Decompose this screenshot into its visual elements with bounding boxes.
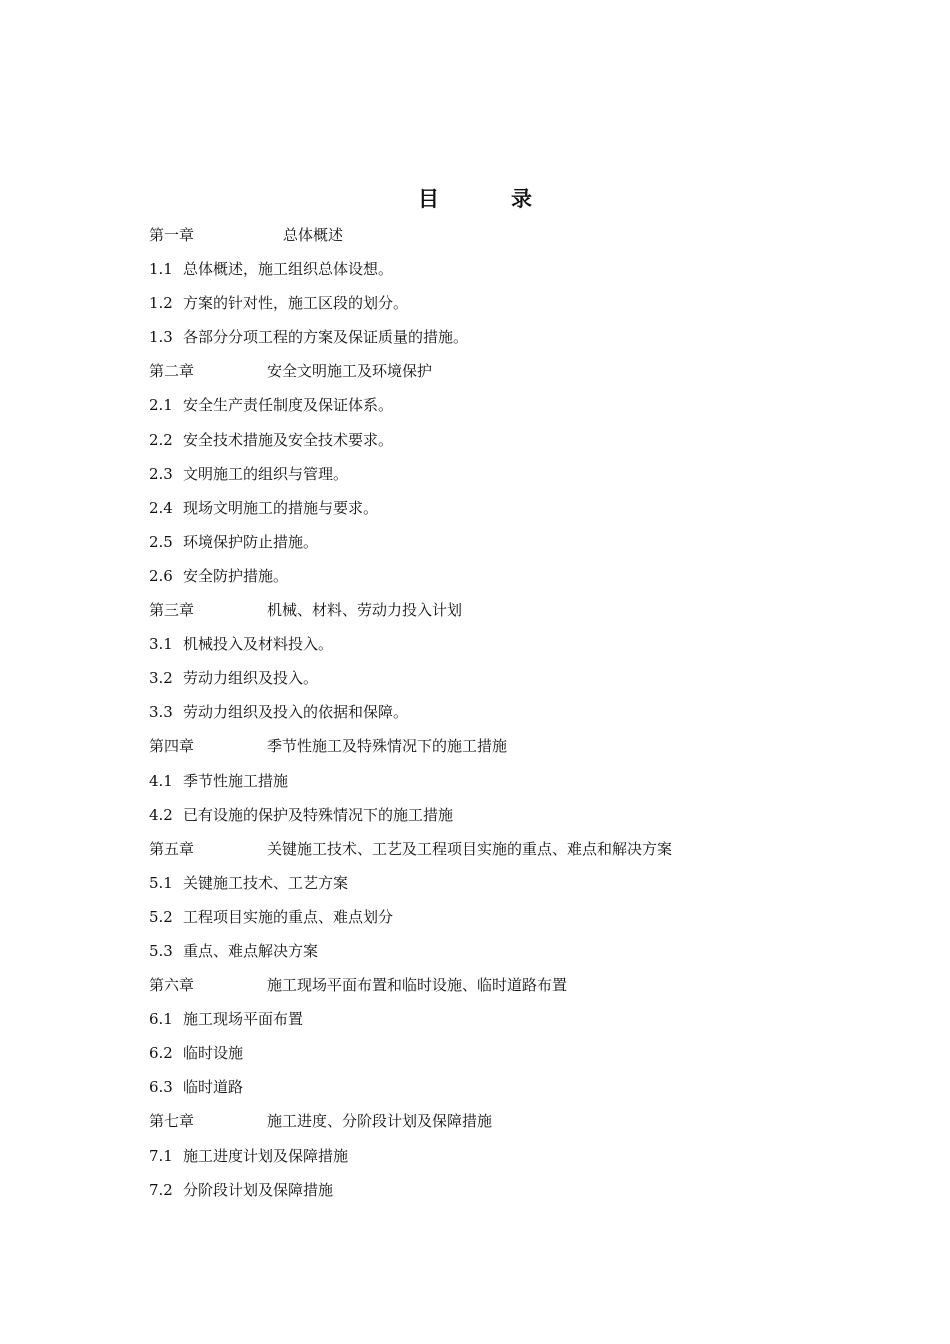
toc-chapter-label: 第六章 — [149, 976, 195, 995]
table-of-contents — [149, 222, 849, 1211]
toc-item-text: 工程项目实施的重点、难点划分 — [183, 907, 394, 926]
toc-item-text: 机械投入及材料投入。 — [183, 635, 334, 654]
toc-chapter-title: 关键施工技术、工艺及工程项目实施的重点、难点和解决方案 — [267, 839, 673, 858]
toc-item-text: 关键施工技术、工艺方案 — [183, 873, 349, 892]
toc-chapter — [149, 358, 849, 392]
toc-item-number: 7.2 — [149, 1180, 173, 1199]
toc-item-text: 安全防护措施。 — [183, 566, 289, 585]
toc-chapter-label: 第二章 — [149, 362, 195, 381]
toc-chapter-title: 施工进度、分阶段计划及保障措施 — [267, 1112, 493, 1131]
toc-item — [149, 427, 849, 461]
toc-item-text: 重点、难点解决方案 — [183, 941, 319, 960]
toc-title — [0, 184, 950, 214]
toc-item-number: 3.1 — [149, 635, 173, 654]
toc-item — [149, 495, 849, 529]
toc-item-text: 方案的针对性，施工区段的划分。 — [183, 294, 409, 313]
toc-chapter-label: 第三章 — [149, 601, 195, 620]
toc-chapter-label: 第七章 — [149, 1112, 195, 1131]
toc-item-number: 4.2 — [149, 805, 173, 824]
toc-chapter-label: 第五章 — [149, 839, 195, 858]
toc-item-text: 环境保护防止措施。 — [183, 532, 319, 551]
toc-item-number: 3.3 — [149, 703, 173, 722]
toc-item-number: 5.2 — [149, 907, 173, 926]
toc-item — [149, 563, 849, 597]
toc-item — [149, 1006, 849, 1040]
toc-item-text: 分阶段计划及保障措施 — [183, 1180, 334, 1199]
toc-item-number: 1.3 — [149, 328, 173, 347]
toc-item-text: 临时道路 — [183, 1078, 244, 1097]
toc-item-text: 已有设施的保护及特殊情况下的施工措施 — [183, 805, 454, 824]
toc-item — [149, 938, 849, 972]
toc-chapter — [149, 597, 849, 631]
toc-item-text: 总体概述，施工组织总体设想。 — [183, 260, 394, 279]
toc-item-number: 2.5 — [149, 532, 173, 551]
toc-item — [149, 256, 849, 290]
toc-chapter-label: 第四章 — [149, 737, 195, 756]
toc-chapter — [149, 733, 849, 767]
toc-item-text: 施工现场平面布置 — [183, 1010, 304, 1029]
toc-item-number: 6.1 — [149, 1010, 173, 1029]
toc-item-text: 临时设施 — [183, 1044, 244, 1063]
toc-item — [149, 392, 849, 426]
toc-item — [149, 1143, 849, 1177]
toc-item-text: 劳动力组织及投入的依据和保障。 — [183, 703, 409, 722]
toc-item-text: 文明施工的组织与管理。 — [183, 464, 349, 483]
toc-item-number: 3.2 — [149, 669, 173, 688]
toc-item — [149, 768, 849, 802]
toc-item-text: 各部分分项工程的方案及保证质量的措施。 — [183, 328, 469, 347]
toc-item-text: 施工进度计划及保障措施 — [183, 1146, 349, 1165]
toc-item-text: 劳动力组织及投入。 — [183, 669, 319, 688]
toc-item — [149, 461, 849, 495]
toc-item-number: 2.4 — [149, 498, 173, 517]
toc-chapter-title: 安全文明施工及环境保护 — [267, 362, 433, 381]
toc-title-char-1: 目 — [418, 186, 439, 211]
toc-title-char-2: 录 — [511, 186, 532, 211]
toc-item — [149, 1040, 849, 1074]
toc-item-number: 1.1 — [149, 260, 173, 279]
toc-chapter-title: 机械、材料、劳动力投入计划 — [267, 601, 463, 620]
toc-item — [149, 1074, 849, 1108]
toc-item-text: 季节性施工措施 — [183, 771, 289, 790]
toc-item-text: 安全生产责任制度及保证体系。 — [183, 396, 394, 415]
toc-item-number: 5.3 — [149, 941, 173, 960]
toc-item-number: 2.6 — [149, 566, 173, 585]
toc-item — [149, 904, 849, 938]
toc-chapter-label: 第一章 — [149, 226, 195, 244]
toc-item — [149, 290, 849, 324]
toc-item — [149, 1177, 849, 1211]
toc-item-text: 现场文明施工的措施与要求。 — [183, 498, 379, 517]
toc-chapter-title: 季节性施工及特殊情况下的施工措施 — [267, 737, 508, 756]
toc-chapter — [149, 1108, 849, 1142]
toc-item-number: 2.2 — [149, 430, 173, 449]
toc-item-number: 6.3 — [149, 1078, 173, 1097]
toc-item-number: 2.3 — [149, 464, 173, 483]
toc-item-number: 4.1 — [149, 771, 173, 790]
toc-item-number: 2.1 — [149, 396, 173, 415]
toc-item-text: 安全技术措施及安全技术要求。 — [183, 430, 394, 449]
toc-chapter-title: 施工现场平面布置和临时设施、临时道路布置 — [267, 976, 568, 995]
toc-item — [149, 631, 849, 665]
toc-chapter-title: 总体概述 — [283, 226, 344, 244]
toc-item — [149, 699, 849, 733]
toc-item-number: 1.2 — [149, 294, 173, 313]
toc-chapter — [149, 972, 849, 1006]
toc-item-number: 7.1 — [149, 1146, 173, 1165]
toc-item — [149, 870, 849, 904]
toc-item — [149, 665, 849, 699]
toc-item — [149, 529, 849, 563]
toc-chapter — [149, 222, 849, 256]
toc-item-number: 6.2 — [149, 1044, 173, 1063]
toc-item — [149, 802, 849, 836]
toc-item — [149, 324, 849, 358]
toc-item-number: 5.1 — [149, 873, 173, 892]
toc-chapter — [149, 836, 849, 870]
